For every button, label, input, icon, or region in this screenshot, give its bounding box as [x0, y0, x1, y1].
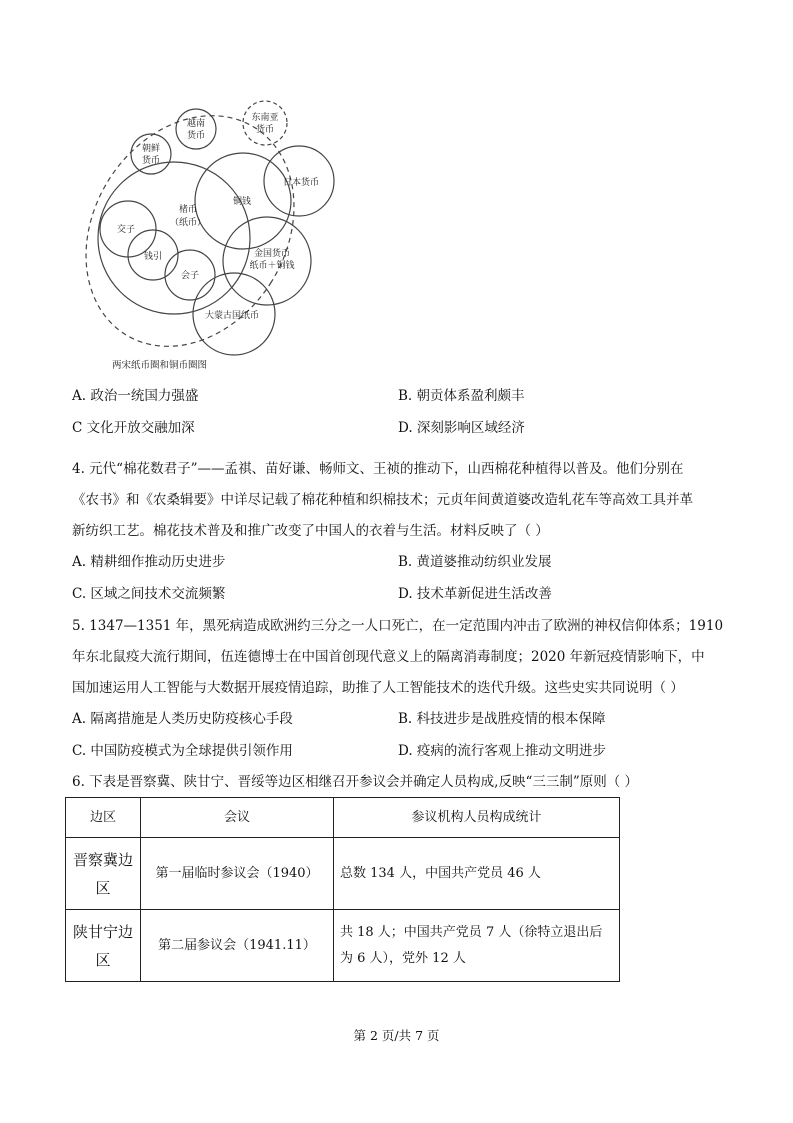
table-header-cell: 边区 [66, 798, 141, 838]
q3-option-b: B. 朝贡体系盈利颇丰 [398, 388, 525, 404]
chaoxian-label-1: 朝鲜 [141, 144, 161, 154]
table-row [66, 838, 620, 910]
huizi-label: 会子 [180, 271, 200, 281]
tongqian-label: 铜钱 [232, 197, 252, 207]
currency-circle-diagram [82, 96, 342, 376]
table-cell-stats: 共 18 人；中国共产党员 7 人（徐特立退出后为 6 人），党外 12 人 [334, 910, 620, 982]
riben-label: 日本货币 [282, 178, 320, 188]
dongnanya-label-1: 东南亚 [251, 113, 279, 123]
table-header-row [66, 798, 620, 838]
q3-option-a: A. 政治一统国力强盛 [72, 388, 199, 404]
table-cell-meeting: 第一届临时参议会（1940） [141, 838, 334, 910]
song-dynasty-dashed-boundary [82, 96, 336, 376]
currency-circle-svg [82, 96, 342, 376]
q3-option-d: D. 深刻影响区域经济 [398, 420, 525, 436]
diagram-caption: 两宋纸币圈和铜币圈图 [112, 360, 208, 371]
q5-option-c: C. 中国防疫模式为全球提供引领作用 [72, 743, 293, 759]
q5-stem-line-3: 国加速运用人工智能与大数据开展疫情追踪，助推了人工智能技术的迭代升级。这些史实共同说明（ ） [72, 680, 684, 696]
table-cell-stats: 总数 134 人，中国共产党员 46 人 [334, 838, 620, 910]
damenggu-label: 大蒙古国纸币 [204, 311, 260, 321]
yuenan-circle [176, 109, 216, 149]
q5-stem-line-1: 5. 1347—1351 年，黑死病造成欧洲约三分之一人口死亡，在一定范围内冲击了欧洲的神权信仰体系；1910 [72, 618, 724, 634]
table-header-cell: 参议机构人员构成统计 [334, 798, 620, 838]
chubi-circle [98, 162, 250, 314]
q6-stem: 6. 下表是晋察冀、陕甘宁、晋绥等边区相继召开参议会并确定人员构成,反映“三三制”原则（ ） [72, 774, 639, 790]
q5-stem-line-2: 年东北鼠疫大流行期间，伍连德博士在中国首创现代意义上的隔离消毒制度；2020 年新冠疫情影响下，中 [72, 649, 705, 665]
q6-table [65, 797, 620, 982]
qianyin-label: 钱引 [143, 252, 163, 262]
dongnanya-label-2: 货币 [255, 125, 275, 135]
chubi-label-2: （纸币） [169, 218, 207, 228]
q4-option-b: B. 黄道婆推动纺织业发展 [398, 554, 552, 570]
yuenan-label-2: 货币 [186, 131, 206, 141]
q5-option-d: D. 疫病的流行客观上推动文明进步 [398, 743, 606, 759]
yuenan-label-1: 越南 [186, 119, 206, 129]
table-cell-region: 晋察冀边区 [66, 838, 141, 910]
q4-option-d: D. 技术革新促进生活改善 [398, 586, 552, 602]
chaoxian-circle [131, 134, 171, 174]
jinguo-label-1: 金国货币 [253, 249, 291, 259]
dongnanya-circle [243, 101, 287, 145]
page-footer: 第 2 页/共 7 页 [353, 1028, 440, 1043]
jiaozi-label: 交子 [116, 225, 136, 235]
q3-option-c: C 文化开放交融加深 [72, 420, 195, 436]
table-cell-region: 陕甘宁边区 [66, 910, 141, 982]
q4-stem-line-1: 4. 元代“棉花数君子”——孟祺、苗好谦、畅师文、王祯的推动下，山西棉花种植得以普及。他们分别在 [72, 461, 684, 477]
q4-option-a: A. 精耕细作推动历史进步 [72, 554, 226, 570]
q4-option-c: C. 区域之间技术交流频繁 [72, 586, 226, 602]
table-row [66, 910, 620, 982]
q5-option-a: A. 隔离措施是人类历史防疫核心手段 [72, 711, 293, 727]
q4-stem-line-3: 新纺织工艺。棉花技术普及和推广改变了中国人的衣着与生活。材料反映了（ ） [72, 523, 549, 539]
q5-option-b: B. 科技进步是战胜疫情的根本保障 [398, 711, 606, 727]
table-header-cell: 会议 [141, 798, 334, 838]
q4-stem-line-2: 《农书》和《农桑辑要》中详尽记载了棉花种植和织棉技术；元贞年间黄道婆改造轧花车等高效工具并革 [72, 492, 693, 508]
jinguo-label-2: 纸币＋铜钱 [249, 261, 295, 271]
chaoxian-label-2: 货币 [141, 156, 161, 166]
table-cell-meeting: 第二届参议会（1941.11） [141, 910, 334, 982]
chubi-label-1: 楮币 [178, 205, 198, 215]
